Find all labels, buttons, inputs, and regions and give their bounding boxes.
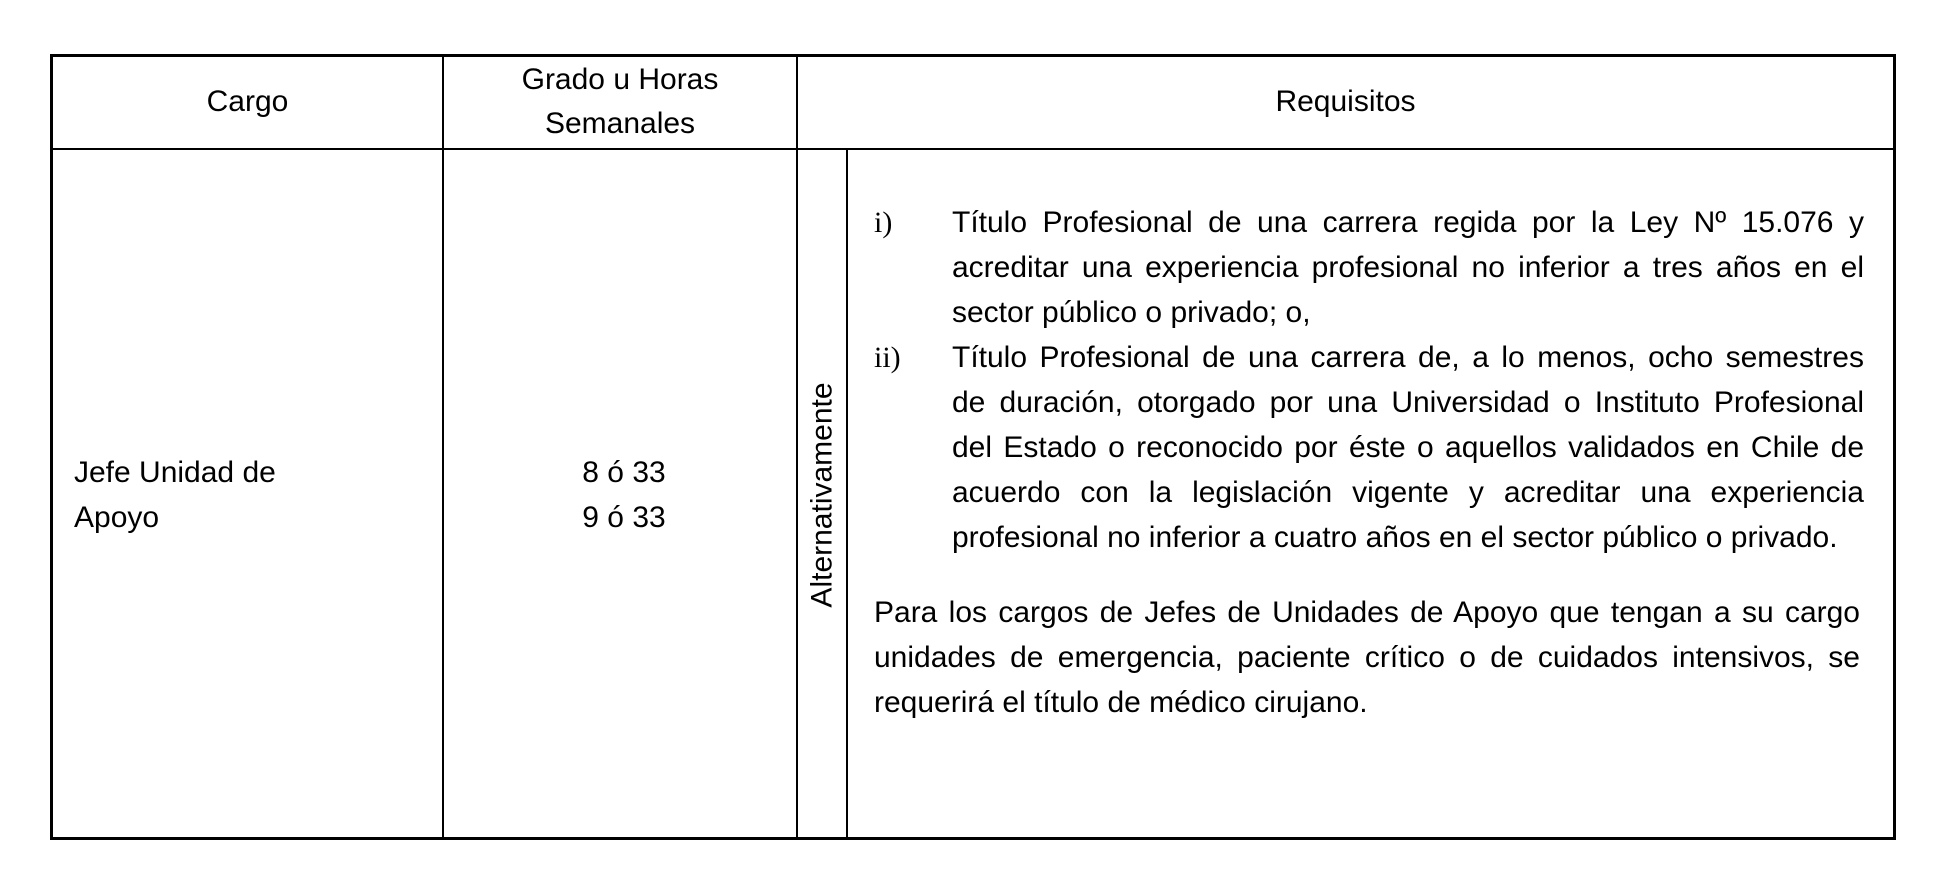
cargo-cell [74, 450, 414, 540]
cargo-line2: Apoyo [74, 501, 160, 534]
requisito-number: ii) [874, 341, 901, 374]
header-grado-line2: Semanales [544, 107, 696, 140]
grado-cell [448, 450, 800, 540]
header-cargo-label: Cargo [206, 85, 289, 118]
header-grado-line1: Grado u Horas [521, 63, 719, 96]
header-grado [444, 58, 796, 146]
requisito-item-2 [874, 335, 1864, 560]
grado-line2: 9 ó 33 [582, 501, 666, 534]
requisito-text: Título Profesional de una carrera regida por la Ley Nº 15.076 y acreditar una experiencia profesional no inferior a tres años en el sector público o privado; o, [952, 206, 1864, 329]
header-divider [50, 148, 1896, 150]
header-requisitos-label: Requisitos [1275, 85, 1416, 118]
cargo-line1: Jefe Unidad de [74, 456, 276, 489]
header-cargo [53, 80, 442, 124]
requisito-item-1 [874, 200, 1864, 335]
requisito-number: i) [874, 206, 893, 239]
requisito-note: Para los cargos de Jefes de Unidades de Apoyo que tengan a su cargo unidades de emergencia, paciente crítico o de cuidados intensivos, se requerirá el título de médico cirujano. [874, 596, 1860, 719]
grado-line1: 8 ó 33 [582, 456, 666, 489]
header-requisitos [798, 80, 1893, 124]
requisito-text: Título Profesional de una carrera de, a lo menos, ocho semestres de duración, otorgado por una Universidad o Instituto Profesional del Estado o reconocido por éste o aquellos validados en Chile de acuerdo con la legislación vigente y acreditar una experiencia profesional no inferior a cuatro años en el sector público o privado. [952, 341, 1864, 554]
alternativamente-cell [798, 150, 848, 840]
column-divider-1 [442, 54, 444, 840]
requisitos-cell [874, 200, 1864, 725]
alternativamente-label: Alternativamente [806, 382, 839, 608]
